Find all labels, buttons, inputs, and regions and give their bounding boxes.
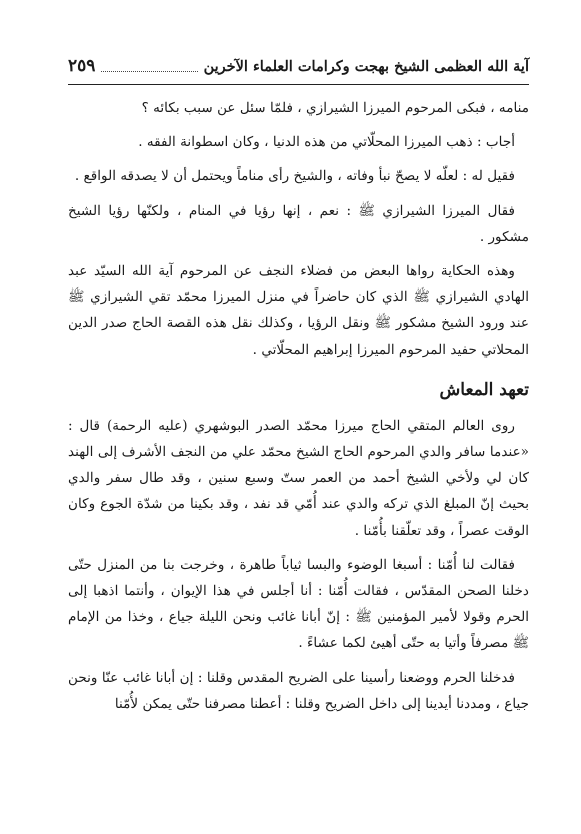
paragraph: فقالت لنا أُمّنا : أسبغا الوضوء والبسا ثياباً طاهرة ، وخرجت بنا من المنزل حتّى دخلنا الصحن المقدّس ، فقالت أُمّنا : أنا أجلس في هذا الإيوان ، وأنتما اذهبا إلى الحرم وقولا لأمير المؤمنين ﷺ : إنّ أبانا غائب ونحن الليلة جياع ، وخذا من الإمام ﷺ مصرفاً وأتيا به حتّى أهيئ لكما عشاءً . (68, 556, 529, 652)
header-dot-leader (101, 61, 197, 72)
section-heading: تعهد المعاش (439, 379, 529, 400)
paragraph: أجاب : ذهب الميرزا المحلّاتي من هذه الدنيا ، وكان اسطوانة الفقه . (138, 134, 515, 151)
header-rule (68, 84, 529, 85)
paragraph: روى العالم المتقي الحاج ميرزا محمّد الصدر البوشهري (عليه الرحمة) قال : «عندما سافر والدي المرحوم الحاج الشيخ محمّد علي من النجف الأشرف إلى الهند كان لي ولأخي الشيخ أحمد من العمر ستّ وسبع سنين ، وقد طال سفر والدي بحيث إنّ المبلغ الذي تركه والدي عند أُمّي قد نفد ، وقد بكينا من شدّة الجوع وكان الوقت عصراً ، وقد تعلّقنا بأُمّنا . (68, 417, 529, 539)
paragraph: وهذه الحكاية رواها البعض من فضلاء النجف عن المرحوم آية الله السيّد عبد الهادي الشيرازي ﷺ الذي كان حاضراً في منزل الميرزا محمّد تقي الشيرازي ﷺ عند ورود الشيخ مشكور ﷺ ونقل الرؤيا ، وكذلك نقل هذه القصة الحاج صدر الدين المحلاتي حفيد المرحوم الميرزا إبراهيم المحلّاتي . (68, 263, 529, 358)
paragraph: فقال الميرزا الشيرازي ﷺ : نعم ، إنها رؤيا في المنام ، ولكنّها رؤيا الشيخ مشكور . (68, 202, 529, 245)
page-body (68, 95, 529, 725)
paragraph: منامه ، فبكى المرحوم الميرزا الشيرازي ، فلمّا سئل عن سبب بكائه ؟ (141, 100, 529, 116)
header-title: آية الله العظمى الشيخ بهجت وكرامات العلماء الآخرين (203, 57, 529, 75)
page-number: ٢٥٩ (68, 56, 96, 76)
paragraph: فقيل له : لعلّه لا يصحّ نبأ وفاته ، والشيخ رأى مناماً ويحتمل أن لا يصدقه الواقع . (74, 168, 515, 185)
paragraph: فدخلنا الحرم ووضعنا رأسينا على الضريح المقدس وقلنا : إن أبانا غائب عنّا ونحن جياع ، ومددنا أيدينا إلى داخل الضريح وقلنا : أعطنا مصرفنا حتّى يمكن لأُمّنا (68, 669, 529, 712)
running-header (68, 52, 529, 80)
